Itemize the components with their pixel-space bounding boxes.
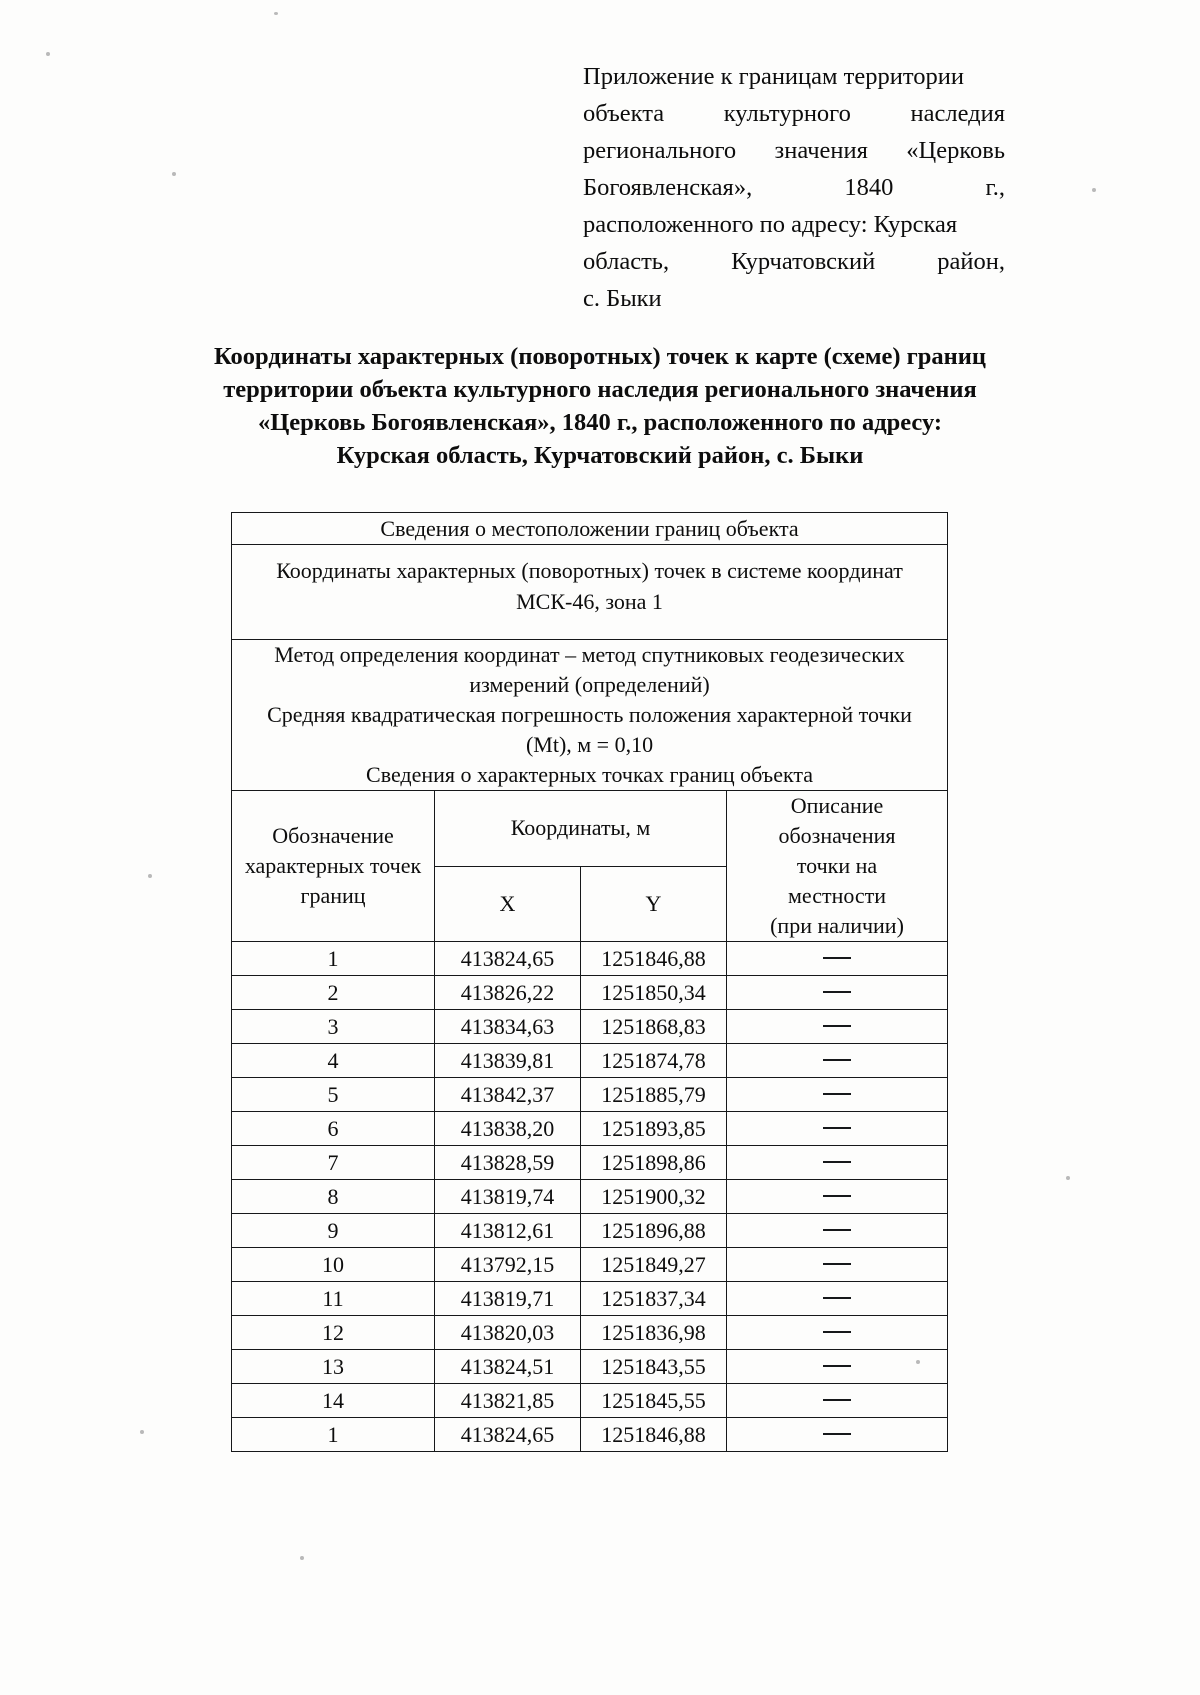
- header-note-text: г.,: [985, 174, 1005, 201]
- point-header-line: характерных точек: [244, 853, 422, 878]
- header-note-text: культурного: [723, 100, 851, 127]
- cell-coordinate-y: 1251868,83: [581, 1010, 727, 1044]
- cell-description: [727, 1350, 948, 1384]
- column-header-y: Y: [581, 866, 727, 942]
- table-row: [232, 1316, 948, 1350]
- em-dash-icon: [823, 1365, 851, 1367]
- cell-point-designation: 2: [232, 976, 435, 1010]
- coordinates-table: [231, 512, 948, 1452]
- cell-coordinate-y: 1251843,55: [581, 1350, 727, 1384]
- em-dash-icon: [823, 1399, 851, 1401]
- column-header-description: [727, 791, 948, 942]
- cell-coordinate-x: 413824,65: [435, 1418, 581, 1452]
- table-row: [232, 976, 948, 1010]
- scan-speckle: [1066, 1176, 1070, 1180]
- header-note-line-2: [583, 95, 1005, 132]
- table-row: [232, 942, 948, 976]
- point-header-line: Обозначение: [272, 823, 394, 848]
- page-title-line: территории объекта культурного наследия регионального значения: [223, 376, 977, 403]
- cell-coordinate-y: 1251846,88: [581, 942, 727, 976]
- header-note-text: с. Быки: [583, 285, 662, 312]
- cell-description: [727, 942, 948, 976]
- table-row: [232, 1146, 948, 1180]
- cell-point-designation: 13: [232, 1350, 435, 1384]
- page-title-line: «Церковь Богоявленская», 1840 г., расположенного по адресу:: [257, 409, 943, 436]
- table-banner-row: [232, 513, 948, 545]
- scan-speckle: [274, 12, 278, 15]
- em-dash-icon: [823, 1127, 851, 1129]
- table-crs-cell: [232, 545, 948, 640]
- header-note-text: значения: [774, 137, 868, 164]
- table-row: [232, 1112, 948, 1146]
- em-dash-icon: [823, 1025, 851, 1027]
- em-dash-icon: [823, 1263, 851, 1265]
- cell-description: [727, 976, 948, 1010]
- method-line: Средняя квадратическая погрешность положения характерной точки: [267, 702, 912, 727]
- table-row: [232, 1248, 948, 1282]
- em-dash-icon: [823, 1161, 851, 1163]
- cell-description: [727, 1248, 948, 1282]
- scan-speckle: [1092, 188, 1096, 192]
- cell-coordinate-y: 1251896,88: [581, 1214, 727, 1248]
- cell-coordinate-x: 413819,74: [435, 1180, 581, 1214]
- cell-point-designation: 6: [232, 1112, 435, 1146]
- table-row: [232, 1078, 948, 1112]
- header-note-text: «Церковь: [906, 137, 1005, 164]
- header-note-text: наследия: [910, 100, 1005, 127]
- header-note-line-1: [583, 58, 1005, 95]
- header-note-text: 1840: [844, 174, 894, 201]
- appendix-header-note: [583, 58, 1005, 317]
- method-line: Метод определения координат – метод спутниковых геодезических: [274, 642, 905, 667]
- cell-point-designation: 12: [232, 1316, 435, 1350]
- cell-coordinate-x: 413824,51: [435, 1350, 581, 1384]
- cell-coordinate-x: 413842,37: [435, 1078, 581, 1112]
- cell-coordinate-y: 1251900,32: [581, 1180, 727, 1214]
- cell-coordinate-x: 413819,71: [435, 1282, 581, 1316]
- cell-description: [727, 1180, 948, 1214]
- cell-description: [727, 1418, 948, 1452]
- coordinates-rows: [232, 942, 948, 1452]
- cell-description: [727, 1044, 948, 1078]
- em-dash-icon: [823, 1433, 851, 1435]
- cell-description: [727, 1146, 948, 1180]
- table-row: [232, 1180, 948, 1214]
- cell-description: [727, 1010, 948, 1044]
- page-title-line: Координаты характерных (поворотных) точек к карте (схеме) границ: [213, 343, 987, 370]
- table-header-row-1: [232, 791, 948, 867]
- cell-point-designation: 8: [232, 1180, 435, 1214]
- scan-speckle: [300, 1556, 304, 1560]
- cell-coordinate-y: 1251898,86: [581, 1146, 727, 1180]
- description-header-line: Описание: [790, 793, 884, 818]
- cell-coordinate-x: 413838,20: [435, 1112, 581, 1146]
- table-row: [232, 1044, 948, 1078]
- cell-point-designation: 4: [232, 1044, 435, 1078]
- cell-coordinate-x: 413820,03: [435, 1316, 581, 1350]
- cell-point-designation: 9: [232, 1214, 435, 1248]
- header-note-line-7: [583, 280, 1005, 317]
- cell-coordinate-x: 413812,61: [435, 1214, 581, 1248]
- crs-line: Координаты характерных (поворотных) точек в системе координат: [276, 558, 903, 583]
- header-note-text: расположенного по адресу: Курская: [583, 211, 958, 238]
- table-row: [232, 1350, 948, 1384]
- scan-speckle: [148, 874, 152, 878]
- column-header-x: X: [435, 866, 581, 942]
- header-note-text: Курчатовский: [731, 248, 876, 275]
- cell-point-designation: 3: [232, 1010, 435, 1044]
- description-header-line: точки на: [796, 853, 878, 878]
- em-dash-icon: [823, 1059, 851, 1061]
- cell-description: [727, 1384, 948, 1418]
- description-header-line: (при наличии): [770, 913, 904, 938]
- header-note-text: Богоявленская»,: [583, 174, 753, 201]
- page-title: [150, 340, 1050, 472]
- cell-point-designation: 14: [232, 1384, 435, 1418]
- method-line: (Mt), м = 0,10: [525, 732, 654, 757]
- cell-coordinate-y: 1251845,55: [581, 1384, 727, 1418]
- table-method-cell: [232, 640, 948, 791]
- table-row: [232, 1384, 948, 1418]
- header-note-line-5: [583, 206, 1005, 243]
- header-note-line-4: [583, 169, 1005, 206]
- cell-point-designation: 10: [232, 1248, 435, 1282]
- cell-coordinate-y: 1251893,85: [581, 1112, 727, 1146]
- description-header-line: местности: [787, 883, 887, 908]
- cell-point-designation: 7: [232, 1146, 435, 1180]
- cell-coordinate-x: 413828,59: [435, 1146, 581, 1180]
- cell-point-designation: 1: [232, 942, 435, 976]
- header-note-text: район,: [937, 248, 1005, 275]
- header-note-text: Приложение к границам территории: [583, 63, 964, 90]
- point-header-line: границ: [300, 883, 366, 908]
- table-method-row: [232, 640, 948, 791]
- description-header-line: обозначения: [778, 823, 896, 848]
- header-note-text: регионального: [583, 137, 737, 164]
- cell-coordinate-y: 1251874,78: [581, 1044, 727, 1078]
- scan-speckle: [140, 1430, 144, 1434]
- cell-point-designation: 5: [232, 1078, 435, 1112]
- cell-point-designation: 11: [232, 1282, 435, 1316]
- table-row: [232, 1282, 948, 1316]
- em-dash-icon: [823, 1297, 851, 1299]
- table-crs-row: [232, 545, 948, 640]
- em-dash-icon: [823, 991, 851, 993]
- cell-coordinate-y: 1251885,79: [581, 1078, 727, 1112]
- page-title-line: Курская область, Курчатовский район, с. Быки: [336, 442, 864, 469]
- column-header-coordinates: Координаты, м: [435, 791, 727, 867]
- cell-description: [727, 1282, 948, 1316]
- table-row: [232, 1010, 948, 1044]
- scan-speckle: [46, 52, 50, 56]
- em-dash-icon: [823, 1093, 851, 1095]
- cell-coordinate-x: 413834,63: [435, 1010, 581, 1044]
- header-note-line-3: [583, 132, 1005, 169]
- em-dash-icon: [823, 1331, 851, 1333]
- header-note-text: объекта: [583, 100, 665, 127]
- em-dash-icon: [823, 1229, 851, 1231]
- table-banner-cell: Сведения о местоположении границ объекта: [232, 513, 948, 545]
- cell-coordinate-x: 413824,65: [435, 942, 581, 976]
- cell-coordinate-x: 413826,22: [435, 976, 581, 1010]
- em-dash-icon: [823, 1195, 851, 1197]
- cell-coordinate-y: 1251850,34: [581, 976, 727, 1010]
- cell-coordinate-y: 1251846,88: [581, 1418, 727, 1452]
- header-note-text: область,: [583, 248, 670, 275]
- table-row: [232, 1214, 948, 1248]
- cell-description: [727, 1112, 948, 1146]
- em-dash-icon: [823, 957, 851, 959]
- cell-description: [727, 1214, 948, 1248]
- cell-coordinate-y: 1251849,27: [581, 1248, 727, 1282]
- table-row: [232, 1418, 948, 1452]
- cell-description: [727, 1316, 948, 1350]
- cell-coordinate-y: 1251836,98: [581, 1316, 727, 1350]
- cell-description: [727, 1078, 948, 1112]
- cell-point-designation: 1: [232, 1418, 435, 1452]
- column-header-point-designation: [232, 791, 435, 942]
- crs-line: МСК-46, зона 1: [516, 589, 663, 614]
- cell-coordinate-y: 1251837,34: [581, 1282, 727, 1316]
- method-line: Сведения о характерных точках границ объекта: [366, 762, 813, 787]
- cell-coordinate-x: 413792,15: [435, 1248, 581, 1282]
- scan-speckle: [172, 172, 176, 176]
- method-line: измерений (определений): [469, 672, 710, 697]
- cell-coordinate-x: 413821,85: [435, 1384, 581, 1418]
- header-note-line-6: [583, 243, 1005, 280]
- cell-coordinate-x: 413839,81: [435, 1044, 581, 1078]
